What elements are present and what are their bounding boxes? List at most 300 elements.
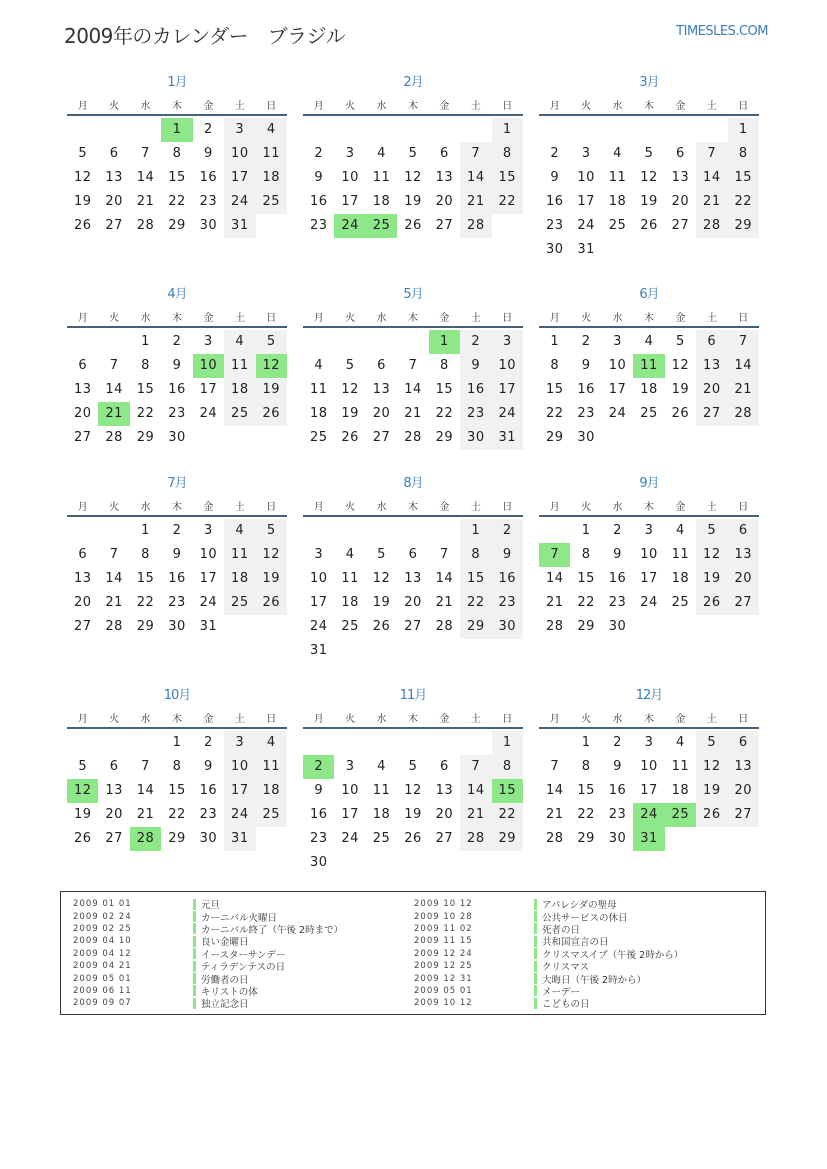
weekday-label: 水 [140, 501, 151, 513]
week-row [539, 567, 759, 591]
day-cell: 23 [608, 807, 627, 822]
month-title: 4月 [167, 287, 187, 302]
weekday-label: 金 [439, 501, 450, 513]
day-cell: 22 [168, 807, 186, 822]
day-cell: 17 [224, 166, 255, 190]
legend-row [73, 985, 343, 997]
day-cell: 9 [581, 358, 591, 373]
holiday-date: 2009 10 12 [414, 998, 473, 1009]
day-cell: 3 [224, 731, 255, 755]
holiday-date: 2009 02 25 [73, 923, 132, 934]
day-cell: 28 [105, 619, 123, 634]
day-cell: 19 [341, 406, 359, 421]
month-title: 11月 [399, 688, 427, 703]
weekday-label: 木 [407, 713, 418, 725]
day-cell: 29 [545, 430, 564, 445]
empty-day [696, 238, 727, 262]
day-cell: 5 [377, 547, 386, 562]
week-row [67, 214, 287, 238]
day-cell: 17 [224, 779, 255, 803]
day-cell: 15 [545, 382, 564, 397]
day-cell: 9 [172, 358, 182, 373]
day-cell: 18 [224, 567, 255, 591]
day-cell: 28 [105, 430, 123, 445]
weekday-label: 土 [706, 100, 717, 112]
holiday-marker [193, 899, 196, 910]
weekday-label: 水 [140, 100, 151, 112]
empty-day [366, 118, 397, 142]
empty-day [224, 426, 255, 450]
day-cell: 22 [460, 591, 491, 615]
day-cell: 19 [256, 378, 287, 402]
day-cell: 1 [581, 523, 591, 538]
week-row [303, 118, 523, 142]
empty-day [303, 519, 334, 543]
day-cell: 21 [136, 807, 155, 822]
day-cell: 10 [341, 170, 359, 185]
day-cell: 3 [644, 523, 654, 538]
week-row [67, 402, 287, 426]
day-cell: 29 [577, 831, 595, 846]
weekday-label: 土 [470, 501, 481, 513]
empty-day [665, 118, 696, 142]
week-row [303, 731, 523, 755]
weekday-label: 土 [234, 501, 245, 513]
empty-day [303, 118, 334, 142]
week-row [303, 519, 523, 543]
month-title: 1月 [167, 75, 187, 90]
day-cell: 11 [224, 354, 255, 378]
day-cell: 6 [728, 731, 759, 755]
day-cell: 21 [728, 378, 759, 402]
day-cell: 24 [577, 218, 595, 233]
day-cell: 2 [460, 330, 491, 354]
day-cell: 11 [372, 170, 391, 185]
weekday-header [303, 707, 523, 729]
day-cell: 28 [460, 827, 491, 851]
day-cell: 18 [372, 807, 391, 822]
day-cell: 16 [608, 783, 627, 798]
empty-day [696, 118, 727, 142]
week-row [539, 591, 759, 615]
day-cell: 3 [204, 523, 213, 538]
week-row [539, 142, 759, 166]
week-row [303, 803, 523, 827]
weekday-label: 木 [643, 312, 654, 324]
day-cell: 28 [435, 619, 454, 634]
weekday-label: 日 [502, 100, 513, 112]
day-cell: 16 [309, 194, 328, 209]
day-cell: 10 [608, 358, 627, 373]
day-cell: 8 [492, 755, 523, 779]
weekday-label: 日 [738, 312, 749, 324]
day-cell: 19 [73, 807, 92, 822]
day-cell: 5 [696, 731, 727, 755]
day-cell: 16 [545, 194, 564, 209]
day-cell: 28 [404, 430, 422, 445]
weekday-label: 月 [313, 713, 324, 725]
day-cell: 13 [372, 382, 391, 397]
week-row [539, 827, 759, 851]
empty-day [366, 851, 397, 875]
day-cell: 26 [640, 218, 658, 233]
weekday-label: 土 [234, 100, 245, 112]
weekday-label: 土 [470, 713, 481, 725]
empty-day [334, 330, 365, 354]
day-cell: 17 [309, 595, 328, 610]
day-cell: 9 [314, 170, 324, 185]
day-cell: 20 [728, 567, 759, 591]
day-cell: 3 [314, 547, 324, 562]
day-cell: 6 [109, 759, 119, 774]
day-cell: 28 [460, 214, 491, 238]
brand-logo[interactable]: TIMESLES.COM [676, 24, 768, 39]
week-row [67, 378, 287, 402]
empty-day [98, 731, 129, 755]
holiday-name: アパレシダの聖母 [542, 900, 617, 912]
day-cell: 28 [728, 402, 759, 426]
empty-day [256, 426, 287, 450]
weekday-label: 火 [109, 501, 120, 513]
day-cell: 3 [613, 334, 622, 349]
holiday-date: 2009 01 01 [73, 899, 132, 910]
legend-row [73, 935, 343, 947]
week-row [67, 755, 287, 779]
day-cell: 3 [492, 330, 523, 354]
day-cell: 23 [492, 591, 523, 615]
month-calendar [303, 685, 523, 875]
legend-row [414, 910, 683, 922]
day-cell: 10 [224, 142, 255, 166]
day-cell: 8 [141, 547, 150, 562]
day-cell: 9 [613, 547, 622, 562]
month-calendar [67, 284, 287, 450]
day-cell: 22 [136, 595, 155, 610]
weekday-label: 木 [171, 100, 182, 112]
week-row [303, 779, 523, 803]
week-row [67, 142, 287, 166]
holiday-name: キリストの体 [201, 986, 258, 998]
day-cell: 15 [460, 567, 491, 591]
day-cell: 7 [550, 759, 560, 774]
day-cell: 5 [644, 146, 654, 161]
day-cell: 6 [440, 759, 449, 774]
weekday-label: 金 [439, 312, 450, 324]
day-cell: 30 [199, 831, 218, 846]
week-row [539, 615, 759, 639]
day-cell: 20 [73, 595, 92, 610]
day-cell: 22 [728, 190, 759, 214]
legend-row [73, 948, 343, 960]
day-cell: 22 [435, 406, 454, 421]
day-cell: 25 [256, 190, 287, 214]
day-cell: 28 [696, 214, 727, 238]
holiday-marker [193, 936, 196, 947]
week-row [303, 827, 523, 851]
day-cell: 30 [168, 430, 186, 445]
empty-day [665, 827, 696, 851]
empty-day [633, 615, 664, 639]
day-cell: 20 [671, 194, 690, 209]
day-cell: 3 [644, 735, 654, 750]
week-row [303, 755, 523, 779]
week-row [67, 803, 287, 827]
holiday-date: 2009 02 24 [73, 911, 132, 922]
day-cell: 20 [696, 378, 727, 402]
holiday-date: 2009 11 15 [414, 936, 473, 947]
day-cell: 27 [671, 218, 690, 233]
day-cell: 1 [460, 519, 491, 543]
day-cell: 29 [168, 218, 186, 233]
day-cell: 29 [460, 615, 491, 639]
day-cell: 14 [105, 382, 123, 397]
day-cell: 8 [172, 146, 182, 161]
weekday-header [539, 306, 759, 328]
empty-day [334, 851, 365, 875]
day-cell: 12 [404, 170, 422, 185]
holiday-marker [534, 923, 537, 934]
day-cell: 24 [640, 595, 658, 610]
day-cell: 13 [435, 170, 454, 185]
day-cell: 21 [460, 803, 491, 827]
week-row [539, 402, 759, 426]
week-row [67, 827, 287, 851]
month-calendar [67, 685, 287, 851]
empty-day [366, 639, 397, 663]
day-cell: 6 [728, 519, 759, 543]
day-cell: 11 [256, 755, 287, 779]
day-cell: 9 [204, 759, 213, 774]
day-cell: 17 [341, 194, 359, 209]
day-cell: 4 [256, 118, 287, 142]
empty-day [460, 851, 491, 875]
day-cell: 13 [728, 543, 759, 567]
day-cell: 5 [676, 334, 685, 349]
day-cell: 4 [676, 735, 685, 750]
day-cell: 28 [136, 218, 155, 233]
day-cell: 15 [492, 779, 523, 803]
day-cell: 12 [73, 170, 92, 185]
day-cell: 31 [224, 214, 255, 238]
holiday-date: 2009 09 07 [73, 998, 132, 1009]
weekday-label: 月 [77, 312, 88, 324]
day-cell: 25 [665, 803, 696, 827]
day-cell: 26 [256, 402, 287, 426]
week-row [539, 803, 759, 827]
week-row [67, 118, 287, 142]
day-cell: 13 [435, 783, 454, 798]
day-cell: 14 [136, 783, 155, 798]
day-cell: 13 [696, 354, 727, 378]
day-cell: 22 [492, 803, 523, 827]
weekday-label: 火 [109, 312, 120, 324]
day-cell: 16 [199, 170, 218, 185]
month-title: 7月 [167, 476, 187, 491]
weekday-header [67, 306, 287, 328]
day-cell: 26 [696, 591, 727, 615]
legend-row [73, 923, 343, 935]
day-cell: 15 [168, 170, 186, 185]
week-row [303, 166, 523, 190]
day-cell: 9 [613, 759, 622, 774]
week-row [303, 330, 523, 354]
holiday-marker [534, 899, 537, 910]
day-cell: 30 [309, 855, 328, 870]
day-cell: 1 [550, 334, 560, 349]
day-cell: 29 [136, 619, 155, 634]
day-cell: 26 [696, 803, 727, 827]
day-cell: 13 [73, 571, 92, 586]
weekday-label: 日 [738, 100, 749, 112]
day-cell: 19 [73, 194, 92, 209]
weekday-label: 木 [407, 312, 418, 324]
day-cell: 7 [460, 142, 491, 166]
empty-day [193, 426, 224, 450]
weekday-label: 水 [612, 312, 623, 324]
weekday-label: 水 [376, 713, 387, 725]
holiday-date: 2009 12 25 [414, 961, 473, 972]
week-row [539, 118, 759, 142]
day-cell: 11 [671, 759, 690, 774]
week-row [539, 378, 759, 402]
empty-day [460, 731, 491, 755]
week-row [539, 426, 759, 450]
legend-column-right [414, 898, 683, 1010]
day-cell: 7 [141, 146, 150, 161]
month-calendar [539, 284, 759, 450]
holiday-marker [193, 961, 196, 972]
empty-day [334, 118, 365, 142]
day-cell: 10 [492, 354, 523, 378]
day-cell: 5 [696, 519, 727, 543]
holiday-name: イースターサンデー [201, 949, 286, 961]
holiday-name: 良い金曜日 [201, 937, 249, 949]
day-cell: 16 [608, 571, 627, 586]
weekday-label: 木 [407, 501, 418, 513]
day-cell: 1 [581, 735, 591, 750]
holiday-marker [193, 973, 196, 984]
day-cell: 10 [640, 759, 658, 774]
day-cell: 30 [608, 619, 627, 634]
empty-day [665, 426, 696, 450]
day-cell: 6 [696, 330, 727, 354]
day-cell: 5 [408, 759, 418, 774]
day-cell: 20 [435, 807, 454, 822]
day-cell: 12 [67, 779, 98, 803]
day-cell: 8 [550, 358, 560, 373]
weekday-label: 水 [376, 312, 387, 324]
weekday-label: 日 [502, 501, 513, 513]
week-row [67, 426, 287, 450]
weekday-label: 木 [407, 100, 418, 112]
day-cell: 22 [136, 406, 155, 421]
weekday-label: 火 [581, 713, 592, 725]
day-cell: 23 [168, 406, 186, 421]
empty-day [633, 238, 664, 262]
day-cell: 10 [341, 783, 359, 798]
day-cell: 8 [460, 543, 491, 567]
day-cell: 12 [372, 571, 391, 586]
day-cell: 29 [136, 430, 155, 445]
day-cell: 26 [73, 831, 92, 846]
day-cell: 30 [608, 831, 627, 846]
legend-row [414, 972, 683, 984]
weekday-label: 木 [171, 501, 182, 513]
weekday-label: 火 [581, 312, 592, 324]
weekday-label: 日 [266, 713, 277, 725]
day-cell: 12 [696, 755, 727, 779]
week-row [303, 543, 523, 567]
holiday-name: メーデー [542, 986, 581, 998]
day-cell: 22 [545, 406, 564, 421]
week-row [539, 238, 759, 262]
day-cell: 26 [372, 619, 391, 634]
day-cell: 13 [105, 783, 123, 798]
day-cell: 27 [404, 619, 422, 634]
empty-day [460, 118, 491, 142]
day-cell: 11 [224, 543, 255, 567]
empty-day [728, 615, 759, 639]
holiday-date: 2009 05 01 [73, 973, 132, 984]
day-cell: 2 [204, 735, 213, 750]
weekday-label: 土 [706, 713, 717, 725]
day-cell: 5 [345, 358, 355, 373]
day-cell: 7 [728, 330, 759, 354]
week-row [67, 731, 287, 755]
day-cell: 24 [492, 402, 523, 426]
weekday-label: 木 [171, 713, 182, 725]
day-cell: 2 [172, 334, 182, 349]
empty-day [633, 426, 664, 450]
week-row [67, 567, 287, 591]
empty-day [665, 238, 696, 262]
day-cell: 24 [224, 190, 255, 214]
holiday-date: 2009 10 28 [414, 911, 473, 922]
day-cell: 12 [256, 354, 287, 378]
day-cell: 11 [372, 783, 391, 798]
empty-day [67, 118, 98, 142]
legend-row [73, 960, 343, 972]
day-cell: 4 [314, 358, 324, 373]
day-cell: 10 [309, 571, 328, 586]
empty-day [429, 639, 460, 663]
day-cell: 18 [224, 378, 255, 402]
day-cell: 13 [671, 170, 690, 185]
weekday-label: 火 [581, 501, 592, 513]
weekday-header [303, 306, 523, 328]
day-cell: 20 [105, 807, 123, 822]
day-cell: 16 [309, 807, 328, 822]
day-cell: 27 [372, 430, 391, 445]
holiday-name: ティラデンテスの日 [201, 962, 286, 974]
day-cell: 11 [309, 382, 328, 397]
weekday-label: 木 [643, 713, 654, 725]
weekday-label: 月 [313, 501, 324, 513]
empty-day [224, 615, 255, 639]
day-cell: 9 [550, 170, 560, 185]
empty-day [98, 519, 129, 543]
day-cell: 9 [204, 146, 213, 161]
empty-day [492, 851, 523, 875]
day-cell: 15 [168, 783, 186, 798]
empty-day [130, 118, 161, 142]
day-cell: 4 [676, 523, 685, 538]
empty-day [130, 731, 161, 755]
empty-day [67, 330, 98, 354]
holiday-name: 独立記念日 [201, 999, 249, 1011]
day-cell: 20 [105, 194, 123, 209]
day-cell: 24 [199, 595, 218, 610]
